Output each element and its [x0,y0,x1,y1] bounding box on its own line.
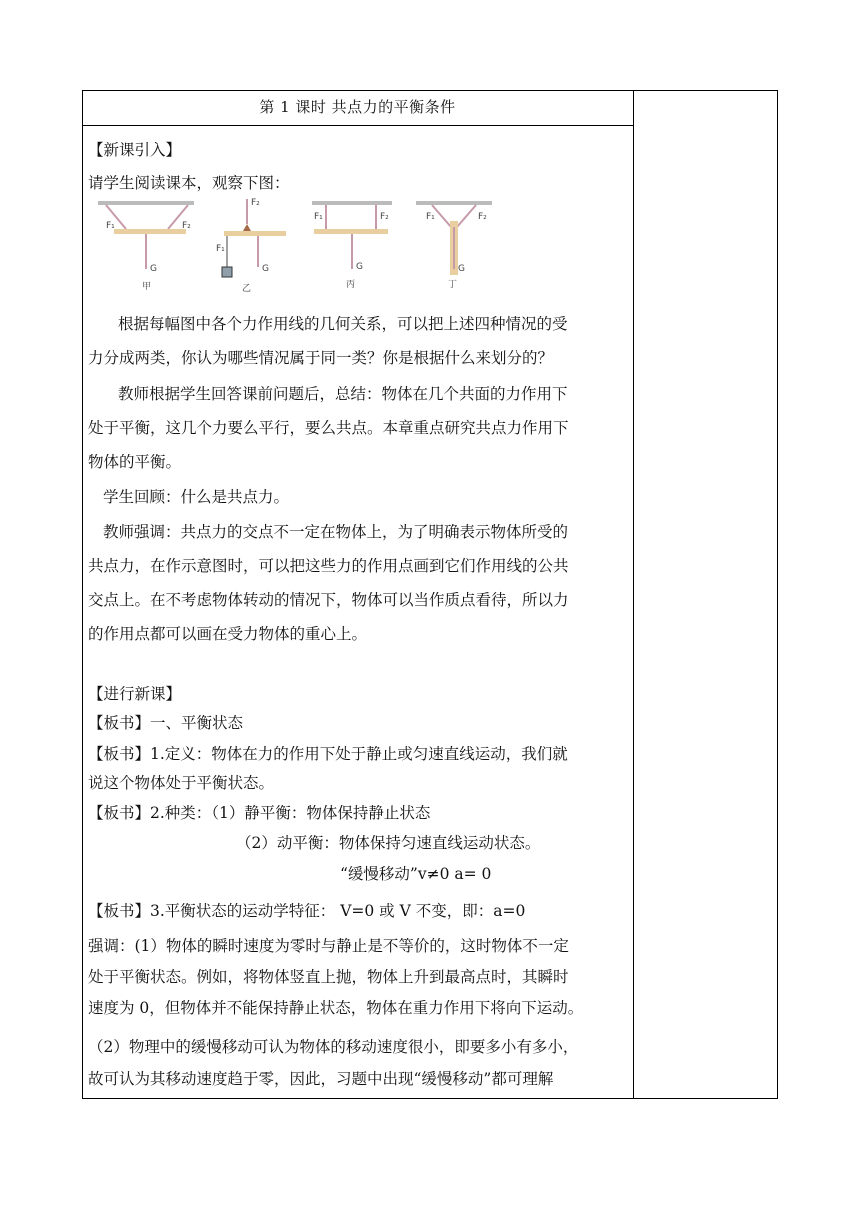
caption-bing: 丙 [346,280,356,290]
para4-line1: 教师强调：共点力的交点不一定在物体上，为了明确表示物体所受的 [103,523,569,541]
board-3b: （2）动平衡：物体保持匀速直线运动状态。 [236,834,541,852]
label-f2-bing: F₂ [380,212,389,222]
para4-line4: 的作用点都可以画在受力物体的重心上。 [88,625,368,643]
para2-line1: 教师根据学生回答课前问题后，总结：物体在几个共面的力作用下 [118,385,568,403]
emphasis-line5: 故可认为其移动速度趋于零，因此，习题中出现“缓慢移动”都可理解 [88,1070,554,1088]
caption-yi: 乙 [242,284,252,293]
label-f2-jia: F₂ [182,221,191,231]
board-2-line1: 【板书】1.定义：物体在力的作用下处于静止或匀速直线运动，我们就 [88,745,568,763]
emphasis-line1: 强调：(1）物体的瞬时速度为零时与静止是不等价的，这时物体不一定 [88,937,569,955]
diagram-jia [98,201,194,292]
para1-line1: 根据每幅图中各个力作用线的几何关系，可以把上述四种情况的受 [118,315,568,333]
intro-lead: 请学生阅读课本，观察下图： [88,174,290,192]
label-f2-yi: F₂ [251,198,260,208]
table-right-border [777,90,778,1099]
para2-line3: 物体的平衡。 [88,453,182,471]
title-row-border [82,125,633,126]
lesson-heading: 【进行新课】 [88,685,182,703]
force-diagram-figure [96,197,496,293]
board-4: 【板书】3.平衡状态的运动学特征： V=0 或 V 不变，即：a=0 [88,902,526,920]
para3: 学生回顾：什么是共点力。 [103,488,290,506]
label-g-ding: G [458,264,465,274]
label-f1-bing: F₁ [314,212,323,222]
board-3c: “缓慢移动”v≠0 a= 0 [340,865,492,883]
caption-jia: 甲 [142,282,152,292]
label-f1-ding: F₁ [426,212,435,222]
intro-heading: 【新课引入】 [88,141,182,159]
para4-line3: 交点上。在不考虑物体转动的情况下，物体可以当作质点看待，所以力 [88,591,569,609]
board-1: 【板书】一、平衡状态 [88,714,244,732]
para4-line2: 共点力，在作示意图时，可以把这些力的作用点画到它们作用线的公共 [88,557,569,575]
label-g-jia: G [150,264,157,274]
label-g-bing: G [356,262,363,272]
label-f1-yi: F₁ [216,244,225,254]
label-f2-ding: F₂ [478,212,487,222]
board-3: 【板书】2.种类：（1）静平衡：物体保持静止状态 [88,804,431,822]
diagram-ding [416,201,492,290]
para1-line2: 力分成两类，你认为哪些情况属于同一类？你是根据什么来划分的？ [88,349,554,367]
diagram-bing [312,201,392,290]
table-top-border [82,90,778,91]
emphasis-line3: 速度为 0，但物体并不能保持静止状态，物体在重力作用下将向下运动。 [88,999,584,1017]
emphasis-line2: 处于平衡状态。例如，将物体竖直上抛，物体上升到最高点时，其瞬时 [88,968,569,986]
label-g-yi: G [262,264,269,274]
table-middle-border [633,90,634,1099]
board-2-line2: 说这个物体处于平衡状态。 [88,774,275,792]
para2-line2: 处于平衡，这几个力要么平行，要么共点。本章重点研究共点力作用下 [88,419,569,437]
caption-ding: 丁 [448,280,458,290]
table-bottom-border [82,1098,778,1099]
diagram-yi [216,198,286,293]
lesson-title: 第 1 课时 共点力的平衡条件 [259,98,456,116]
emphasis-line4: （2）物理中的缓慢移动可认为物体的移动速度很小，即要多小有多小， [88,1038,579,1056]
label-f1-jia: F₁ [106,221,115,231]
table-left-border [82,90,83,1099]
